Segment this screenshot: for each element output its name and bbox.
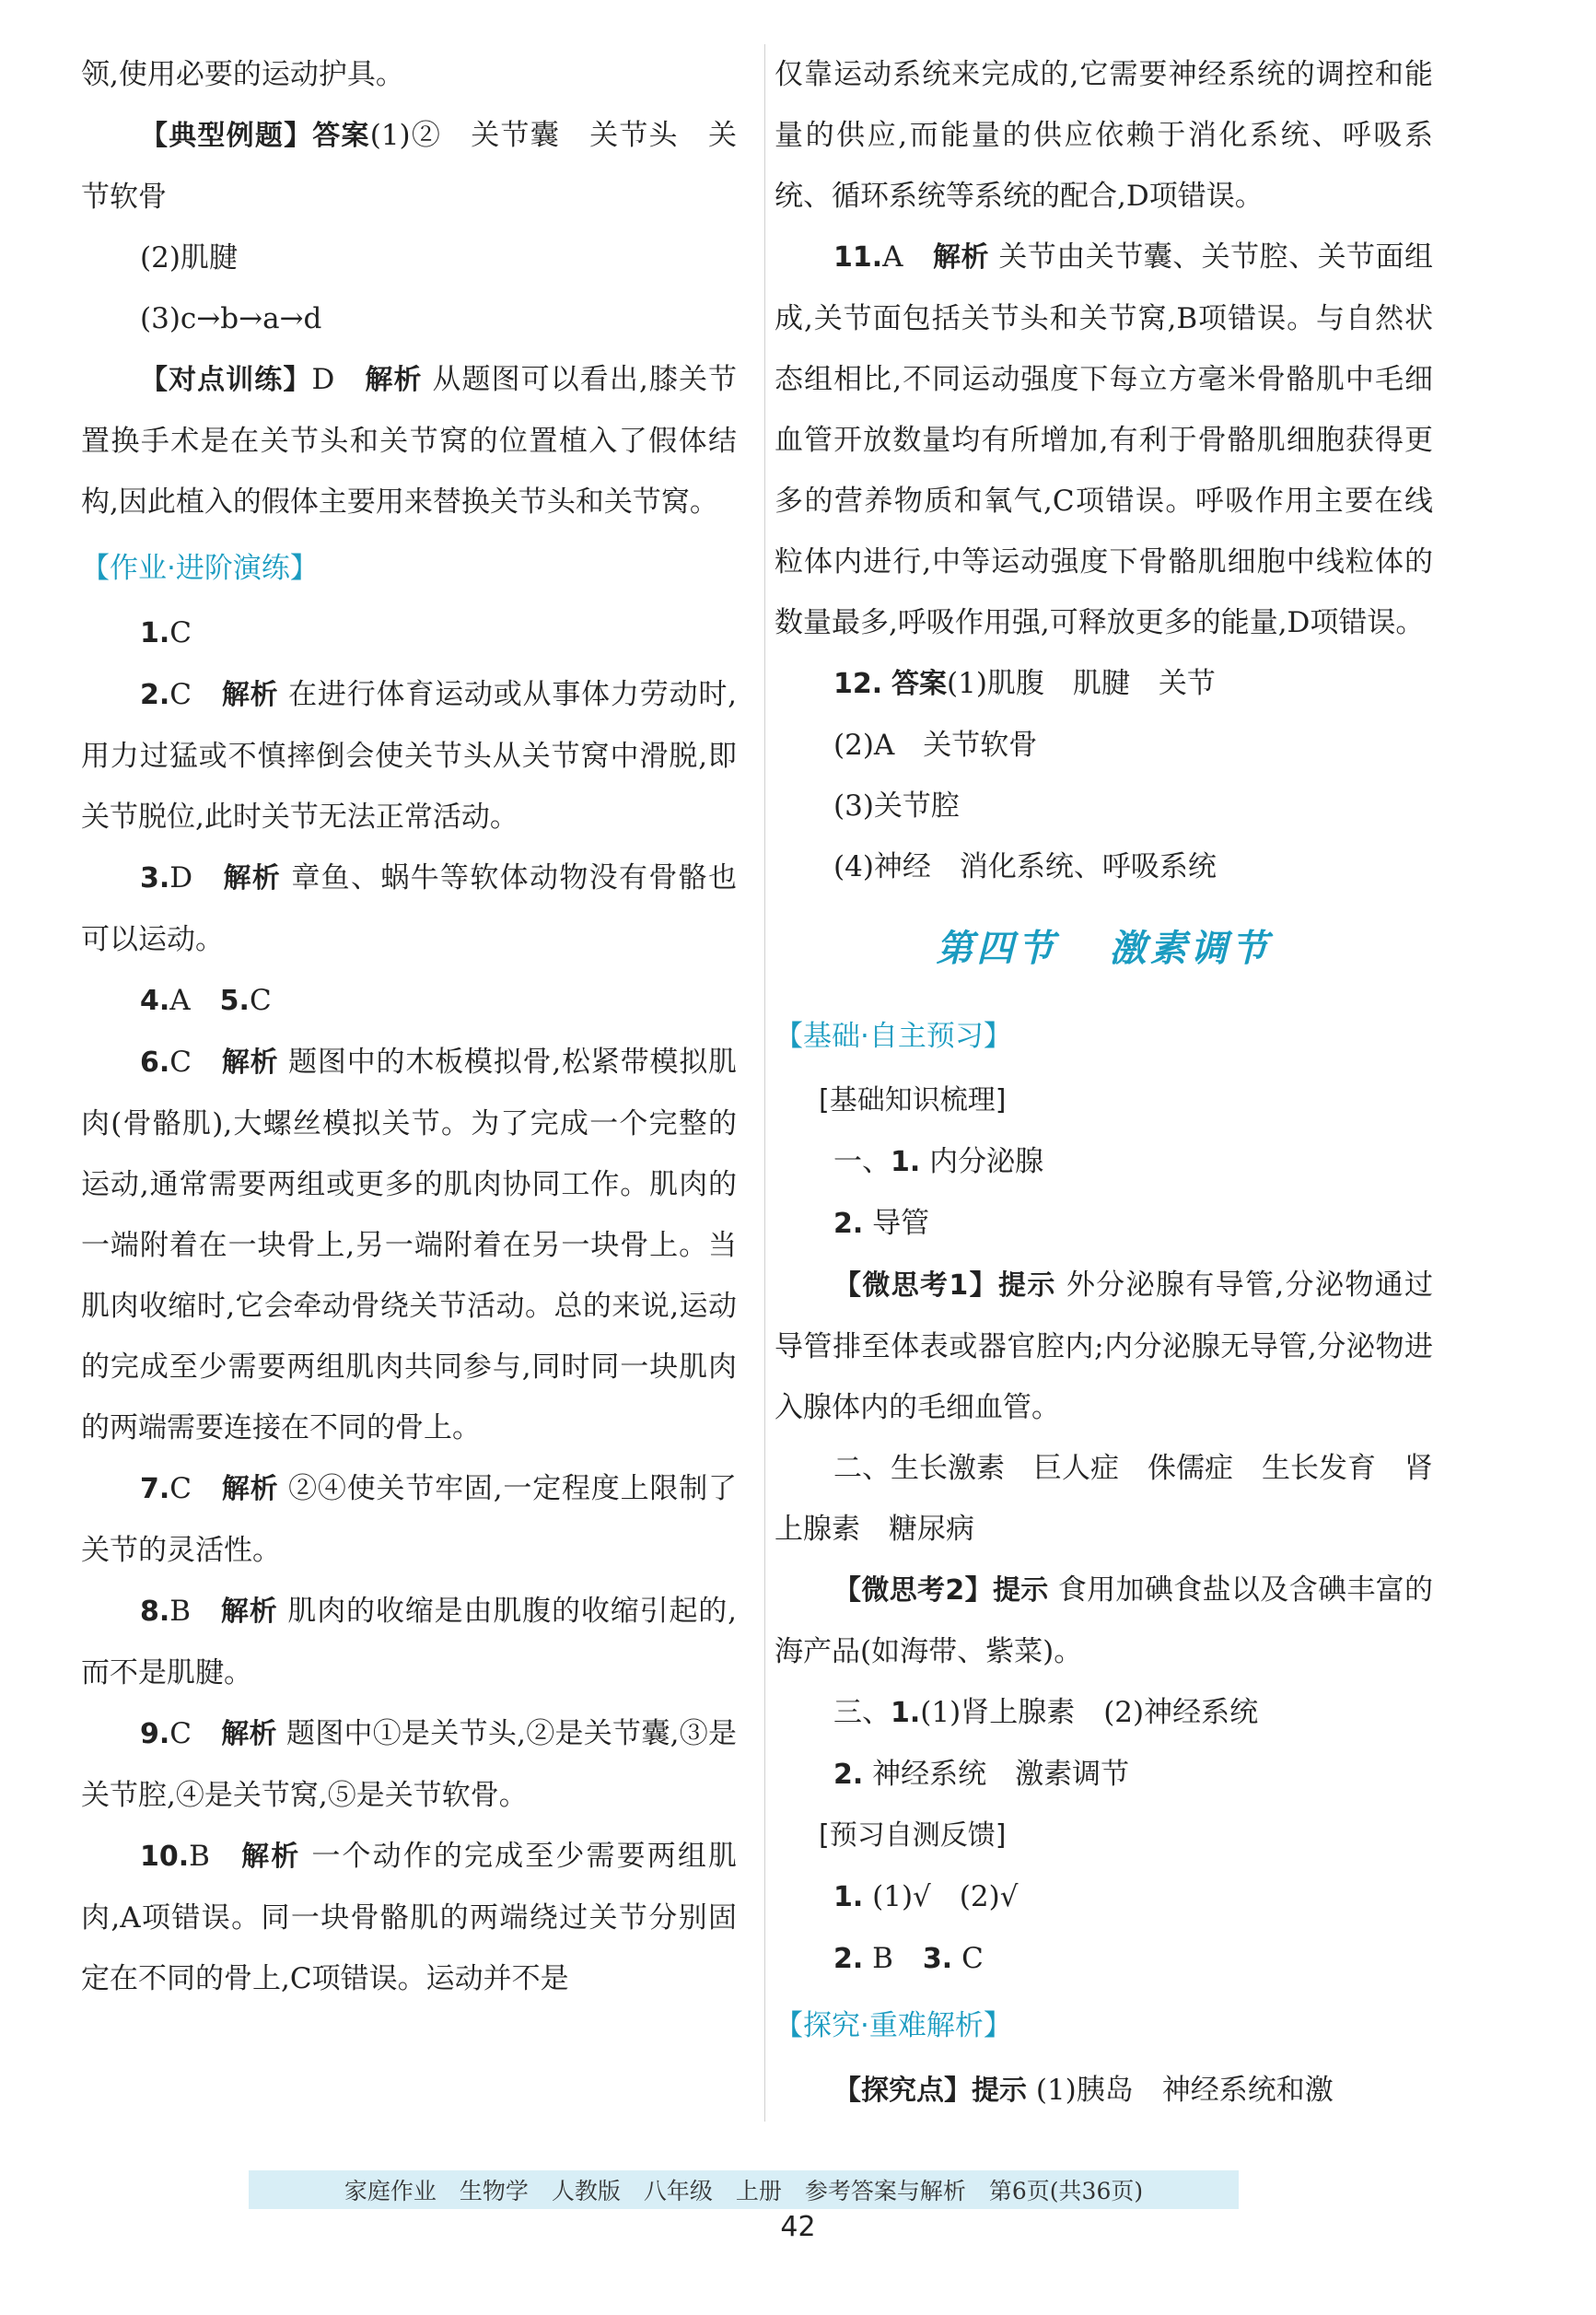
explore-tag: 【探究点】 bbox=[833, 2075, 972, 2107]
think-1 bbox=[775, 1255, 1433, 1438]
q3-jx: 解析 bbox=[222, 862, 282, 894]
knowledge-2-text: 导管 bbox=[872, 1207, 930, 1240]
think-1-tag: 【微思考1】 bbox=[833, 1269, 998, 1302]
q6-num: 6. bbox=[140, 1046, 170, 1079]
practice-1-num: 1. bbox=[833, 1881, 864, 1913]
q2-text: 在进行体育运动或从事体力劳动时,用力过猛或不慎摔倒会使关节头从关节窝中滑脱,即关节脱位,此时关节无法正常活动。 bbox=[81, 678, 738, 834]
practice-1 bbox=[775, 1866, 1433, 1928]
example-tag: 【典型例题】答案 bbox=[140, 120, 370, 152]
knowledge-5-text: 神经系统 激素调节 bbox=[872, 1758, 1130, 1791]
training-jx: 解析 bbox=[364, 364, 423, 396]
training-answer bbox=[81, 349, 737, 532]
q6 bbox=[81, 1032, 737, 1458]
q4-num: 4. bbox=[140, 985, 170, 1017]
knowledge-2 bbox=[775, 1193, 1433, 1255]
training-ans: D bbox=[311, 363, 335, 396]
knowledge-4 bbox=[775, 1682, 1433, 1744]
practice-3-num: 3. bbox=[922, 1943, 953, 1975]
q8-text: 肌肉的收缩是由肌腹的收缩引起的,而不是肌腱。 bbox=[81, 1595, 738, 1689]
knowledge-4-text: (1)肾上腺素 (2)神经系统 bbox=[920, 1696, 1259, 1729]
q11-num: 11. bbox=[833, 241, 883, 274]
q11 bbox=[775, 227, 1433, 653]
right-column bbox=[764, 44, 1433, 2122]
q12-num: 12. bbox=[833, 668, 883, 700]
q10-text: 一个动作的完成至少需要两组肌肉,A项错误。同一块骨骼肌的两端绕过关节分别固定在不同的骨上,C项错误。运动并不是 bbox=[81, 1840, 737, 1995]
q11-jx: 解析 bbox=[932, 241, 989, 274]
knowledge-1-num: 1. bbox=[891, 1146, 921, 1178]
think-2-hint: 提示 bbox=[992, 1574, 1049, 1607]
q2-jx: 解析 bbox=[221, 679, 279, 711]
section-title-homework: 【作业·进阶演练】 bbox=[81, 552, 319, 585]
q12-item-2: (2)A 关节软骨 bbox=[833, 729, 1038, 762]
q10 bbox=[81, 1826, 737, 2009]
q6-jx: 解析 bbox=[221, 1046, 279, 1079]
q9-jx: 解析 bbox=[221, 1718, 277, 1750]
practice-2-num: 2. bbox=[833, 1943, 864, 1975]
explore-point bbox=[775, 2060, 1433, 2122]
q3-text: 章鱼、蜗牛等软体动物没有骨骼也可以运动。 bbox=[81, 861, 737, 956]
practice-3-ans: C bbox=[961, 1942, 984, 1975]
think-2 bbox=[775, 1560, 1433, 1682]
think-1-text: 外分泌腺有导管,分泌物通过导管排至体表或器官腔内;内分泌腺无导管,分泌物进入腺体内的毛细血管。 bbox=[775, 1269, 1434, 1424]
q5-ans: C bbox=[249, 984, 272, 1017]
knowledge-1-text: 内分泌腺 bbox=[929, 1145, 1044, 1178]
q9-text: 题图中①是关节头,②是关节囊,③是关节腔,④是关节窝,⑤是关节软骨。 bbox=[81, 1717, 737, 1812]
q10-continued: 仅靠运动系统来完成的,它需要神经系统的调控和能量的供应,而能量的供应依赖于消化系统、呼吸系统、循环系统等系统的配合,D项错误。 bbox=[775, 58, 1433, 213]
explore-text: (1)胰岛 神经系统和激 bbox=[1035, 2074, 1334, 2107]
q9-ans: C bbox=[169, 1717, 192, 1750]
q10-jx: 解析 bbox=[239, 1841, 301, 1873]
continued-text: 领,使用必要的运动护具。 bbox=[81, 58, 404, 91]
chapter-number: 第四节 bbox=[936, 927, 1058, 970]
q7-ans: C bbox=[169, 1472, 192, 1505]
example-item-2: (2)肌腱 bbox=[140, 241, 238, 275]
q7-text: ②④使关节牢固,一定程度上限制了关节的灵活性。 bbox=[81, 1472, 738, 1567]
q3 bbox=[81, 848, 737, 970]
example-text: (1)② 关节囊 关节头 关节软骨 bbox=[81, 119, 737, 214]
practice-2-ans: B bbox=[872, 1942, 893, 1975]
q3-num: 3. bbox=[140, 862, 170, 894]
box-title-feedback: [预习自测反馈] bbox=[819, 1819, 1007, 1852]
training-tag: 【对点训练】 bbox=[140, 364, 312, 396]
knowledge-1-pre: 一、 bbox=[833, 1145, 891, 1178]
practice-2-3 bbox=[775, 1928, 1433, 1990]
q1-ans: C bbox=[169, 616, 192, 649]
think-2-tag: 【微思考2】 bbox=[833, 1574, 993, 1607]
left-column bbox=[81, 44, 737, 2009]
example-answer bbox=[81, 105, 737, 228]
q2-ans: C bbox=[169, 678, 192, 711]
q12-item-3: (3)关节腔 bbox=[833, 789, 960, 823]
knowledge-5 bbox=[775, 1744, 1433, 1806]
q1-num: 1. bbox=[140, 617, 170, 649]
knowledge-3: 二、生长激素 巨人症 侏儒症 生长发育 肾上腺素 糖尿病 bbox=[775, 1452, 1433, 1546]
q8-num: 8. bbox=[140, 1596, 170, 1628]
q6-text: 题图中的木板模拟骨,松紧带模拟肌肉(骨骼肌),大螺丝模拟关节。为了完成一个完整的运动,通常需要两组或更多的肌肉协同工作。肌肉的一端附着在一块骨上,另一端附着在另一块骨上。当肌肉收缩时,它会牵动骨绕关节活动。总的来说,运动的完成至少需要两组肌肉共同参与,同时同一块肌肉的两端需要连接在不同的骨上。 bbox=[81, 1046, 738, 1444]
q10-num: 10. bbox=[140, 1841, 190, 1873]
q12-item-4: (4)神经 消化系统、呼吸系统 bbox=[833, 850, 1217, 883]
q7 bbox=[81, 1458, 737, 1581]
knowledge-4-num: 1. bbox=[891, 1697, 921, 1729]
q7-jx: 解析 bbox=[221, 1473, 279, 1505]
q8 bbox=[81, 1581, 737, 1703]
q2-num: 2. bbox=[140, 679, 170, 711]
chapter-title: 激素调节 bbox=[1109, 927, 1272, 970]
q12-tag: 答案 bbox=[891, 668, 948, 700]
q7-num: 7. bbox=[140, 1473, 170, 1505]
q12-item-1: (1)肌腹 肌腱 关节 bbox=[947, 667, 1216, 700]
section-title-explore: 【探究·重难解析】 bbox=[775, 2009, 1012, 2042]
practice-1-text: (1)√ (2)√ bbox=[872, 1880, 1019, 1913]
explore-hint: 提示 bbox=[972, 2075, 1027, 2107]
training-text: 从题图可以看出,膝关节置换手术是在关节头和关节窝的位置植入了假体结构,因此植入的假体主要用来替换关节头和关节窝。 bbox=[81, 363, 738, 519]
knowledge-5-num: 2. bbox=[833, 1759, 864, 1791]
q11-text: 关节由关节囊、关节腔、关节面组成,关节面包括关节头和关节窝,B项错误。与自然状态组相比,不同运动强度下每立方毫米骨骼肌中毛细血管开放数量均有所增加,有利于骨骼肌细胞获得更多的营养物质和氧气,C项错误。呼吸作用主要在线粒体内进行,中等运动强度下骨骼肌细胞中线粒体的数量最多,呼吸作用强,可释放更多的能量,D项错误。 bbox=[775, 240, 1434, 639]
q4-ans: A bbox=[169, 984, 191, 1017]
q3-ans: D bbox=[169, 861, 193, 894]
think-2-text: 食用加碘食盐以及含碘丰富的海产品(如海带、紫菜)。 bbox=[775, 1573, 1434, 1668]
think-1-hint: 提示 bbox=[998, 1269, 1056, 1302]
section-title-preview: 【基础·自主预习】 bbox=[775, 1020, 1012, 1053]
footer-bar: 家庭作业 生物学 人教版 八年级 上册 参考答案与解析 第6页(共36页) bbox=[249, 2170, 1239, 2209]
q8-jx: 解析 bbox=[220, 1596, 278, 1628]
q4-q5 bbox=[81, 970, 737, 1032]
knowledge-2-num: 2. bbox=[833, 1208, 864, 1240]
q12 bbox=[775, 653, 1433, 715]
knowledge-4-pre: 三、 bbox=[833, 1696, 891, 1729]
q11-ans: A bbox=[882, 240, 903, 274]
q1 bbox=[81, 602, 737, 664]
q10-ans: B bbox=[189, 1840, 210, 1873]
q6-ans: C bbox=[169, 1046, 192, 1079]
example-item-3: (3)c→b→a→d bbox=[140, 302, 322, 335]
q2 bbox=[81, 664, 737, 848]
q5-num: 5. bbox=[219, 985, 250, 1017]
chapter-heading bbox=[775, 897, 1433, 1000]
box-title-knowledge: [基础知识梳理] bbox=[819, 1084, 1007, 1117]
knowledge-1 bbox=[775, 1131, 1433, 1193]
q9 bbox=[81, 1703, 737, 1826]
page-number: 42 bbox=[780, 2211, 816, 2243]
q8-ans: B bbox=[169, 1595, 192, 1628]
q9-num: 9. bbox=[140, 1718, 170, 1750]
